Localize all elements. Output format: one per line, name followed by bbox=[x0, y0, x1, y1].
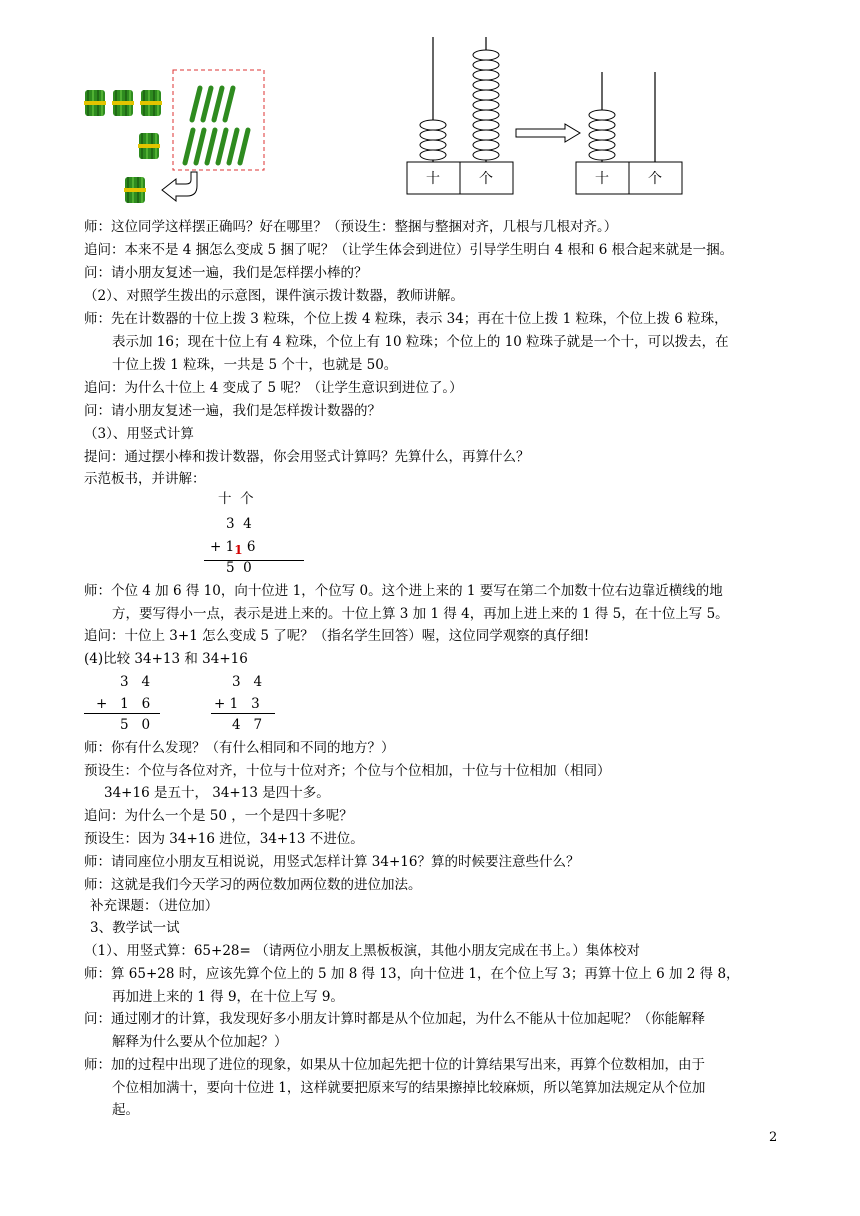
text-line: 34+16 是五十， 34+13 是四十多。 bbox=[104, 785, 330, 801]
bundle-icon bbox=[138, 133, 160, 159]
text-line: 预设生：个位与各位对齐，十位与十位对齐；个位与个位相加，十位与十位相加（相同） bbox=[84, 763, 611, 779]
svg-text:个: 个 bbox=[648, 171, 662, 187]
svg-text:十: 十 bbox=[595, 171, 609, 187]
text-line: （2）、对照学生拨出的示意图，课件演示拨计数器，教师讲解。 bbox=[84, 288, 464, 304]
text-line: 十位上拨 1 粒珠，一共是 5 个十，也就是 50。 bbox=[112, 357, 398, 373]
sum-line bbox=[204, 560, 304, 561]
addend-row: 3 4 bbox=[226, 516, 252, 532]
text-line: 示范板书，并讲解： bbox=[84, 471, 206, 487]
text-line: 问：通过刚才的计算，我发现好多小朋友计算时都是从个位加起，为什么不能从十位加起呢？（你能解释 bbox=[84, 1011, 705, 1027]
addend-row: 3 4 bbox=[232, 674, 263, 690]
text-line: 追问：十位上 3+1 怎么变成 5 了呢？（指名学生回答）喔，这位同学观察的真仔细! bbox=[84, 628, 590, 644]
place-header: 十 个 bbox=[218, 491, 254, 507]
text-line: 3、教学试一试 bbox=[90, 920, 180, 936]
bundle-icon bbox=[84, 90, 106, 116]
text-line: 师：先在计数器的十位上拨 3 粒珠，个位上拨 4 粒珠，表示 34；再在十位上拨 1 粒珠，个位上拨 6 粒珠， bbox=[84, 311, 728, 327]
text-line: 个位相加满十，要向十位进 1，这样就要把原来写的结果擦掉比较麻烦，所以笔算加法规定从个位加 bbox=[112, 1080, 706, 1096]
abacus-left bbox=[407, 37, 513, 194]
bundle-icon bbox=[112, 90, 134, 116]
sum-line bbox=[84, 713, 160, 714]
bundle-icon bbox=[140, 90, 162, 116]
text-line: 师：个位 4 加 6 得 10，向十位进 1，个位写 0。这个进上来的 1 要写在第二个加数十位右边靠近横线的地 bbox=[84, 583, 723, 599]
text-line: 再加进上来的 1 得 9，在十位上写 9。 bbox=[112, 989, 344, 1005]
addend-row: + 11 6 bbox=[210, 539, 256, 557]
text-line: (4)比较 34+13 和 34+16 bbox=[84, 651, 248, 667]
abacus-right bbox=[576, 72, 682, 194]
text-line: 表示加 16；现在十位上有 4 粒珠，个位上有 10 粒珠；个位上的 10 粒珠子就是一个十，可以拨去，在 bbox=[112, 334, 729, 350]
svg-text:个: 个 bbox=[479, 171, 493, 187]
text-line: 师：加的过程中出现了进位的现象，如果从十位加起先把十位的计算结果写出来，再算个位数相加，由于 bbox=[84, 1057, 705, 1073]
stick-bundles bbox=[84, 90, 162, 203]
text-line: 追问：为什么十位上 4 变成了 5 呢？（让学生意识到进位了。） bbox=[84, 380, 463, 396]
text-line: 师：算 65+28 时，应该先算个位上的 5 加 8 得 13，向十位进 1，在个位上写 3；再算十位上 6 加 2 得 8， bbox=[84, 966, 740, 982]
text-line: 师：你有什么发现？（有什么相同和不同的地方？） bbox=[84, 740, 395, 756]
result-row: 5 0 bbox=[120, 717, 151, 733]
text-line: 方，要写得小一点，表示是进上来的。十位上算 3 加 1 得 4，再加上进上来的 1 得 5，在十位上写 5。 bbox=[112, 606, 729, 622]
addend-row: + 1 3 bbox=[214, 696, 260, 712]
text-line: 师：这位同学这样摆正确吗？好在哪里？（预设生：整捆与整捆对齐，几根与几根对齐。） bbox=[84, 219, 618, 235]
text-line: 师：这就是我们今天学习的两位数加两位数的进位加法。 bbox=[84, 877, 422, 893]
svg-text:十: 十 bbox=[426, 171, 440, 187]
text-line: 预设生：因为 34+16 进位，34+13 不进位。 bbox=[84, 831, 364, 847]
text-line: 问：请小朋友复述一遍，我们是怎样摆小棒的？ bbox=[84, 265, 368, 281]
page-number: 2 bbox=[769, 1130, 778, 1145]
loose-sticks-box bbox=[173, 70, 264, 170]
illustration bbox=[0, 0, 860, 205]
addend-row: + 1 6 bbox=[96, 696, 151, 712]
text-line: 问：请小朋友复述一遍，我们是怎样拨计数器的？ bbox=[84, 403, 381, 419]
text-line: 提问：通过摆小棒和拨计数器，你会用竖式计算吗？先算什么，再算什么？ bbox=[84, 449, 530, 465]
carry-digit: 1 bbox=[234, 543, 243, 557]
sum-line bbox=[211, 713, 275, 714]
text-line: 补充课题：（进位加） bbox=[90, 898, 219, 914]
text-line: 解释为什么要从个位加起？） bbox=[112, 1034, 288, 1050]
text-line: 追问：本来不是 4 捆怎么变成 5 捆了呢？（让学生体会到进位）引导学生明白 4 根和 6 根合起来就是一捆。 bbox=[84, 242, 734, 258]
text-line: 起。 bbox=[112, 1102, 139, 1118]
curved-arrow-icon bbox=[162, 172, 197, 201]
text-line: （3）、用竖式计算 bbox=[84, 426, 194, 442]
text-line: （1）、用竖式算：65+28= （请两位小朋友上黑板板演，其他小朋友完成在书上。）集体校对 bbox=[84, 943, 640, 959]
text-line: 追问：为什么一个是 50 ，一个是四十多呢？ bbox=[84, 808, 353, 824]
text-line: 师：请同座位小朋友互相说说，用竖式怎样计算 34+16？算的时候要注意些什么？ bbox=[84, 854, 580, 870]
addend-row: 3 4 bbox=[120, 674, 151, 690]
result-row: 4 7 bbox=[232, 717, 263, 733]
right-arrow-icon bbox=[516, 124, 580, 142]
result-row: 5 0 bbox=[226, 560, 252, 576]
bundle-icon bbox=[124, 177, 146, 203]
